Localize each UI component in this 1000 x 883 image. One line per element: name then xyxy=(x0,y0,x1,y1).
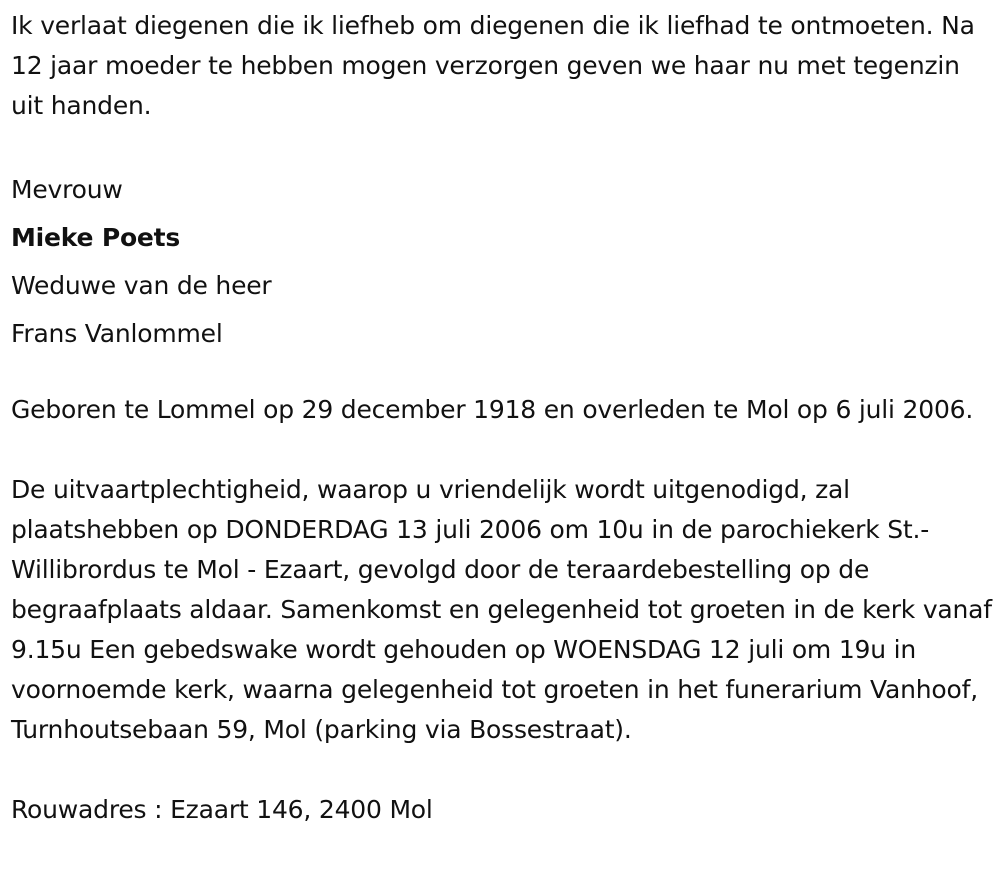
spacer xyxy=(11,126,996,166)
birth-death-paragraph: Geboren te Lommel op 29 december 1918 en overleden te Mol op 6 juli 2006. xyxy=(11,395,974,424)
spacer xyxy=(11,430,996,470)
deceased-relation: Weduwe van de heer xyxy=(11,271,272,300)
deceased-name: Mieke Poets xyxy=(11,223,181,252)
deceased-title: Mevrouw xyxy=(11,175,123,204)
deceased-spouse: Frans Vanlommel xyxy=(11,319,223,348)
ceremony-paragraph: De uitvaartplechtigheid, waarop u vriendelijk wordt uitgenodigd, zal plaatshebben op DONDERDAG 13 juli 2006 om 10u in de parochiekerk St.-Willibrordus te Mol - Ezaart, gevolgd door de teraardebestelling op de begraafplaats aldaar. Samenkomst en gelegenheid tot groeten in de kerk vanaf 9.15u Een gebedswake wordt gehouden op WOENSDAG 12 juli om 19u in voornoemde kerk, waarna gelegenheid tot groeten in het funerarium Vanhoof, Turnhoutsebaan 59, Mol (parking via Bossestraat). xyxy=(11,475,992,744)
deceased-block xyxy=(11,166,996,358)
obituary-notice xyxy=(11,6,996,830)
address-line: Rouwadres : Ezaart 146, 2400 Mol xyxy=(11,795,433,824)
spacer xyxy=(11,358,996,390)
spacer xyxy=(11,750,996,790)
quote-paragraph: Ik verlaat diegenen die ik liefheb om diegenen die ik liefhad te ontmoeten. Na 12 jaar moeder te hebben mogen verzorgen geven we haar nu met tegenzin uit handen. xyxy=(11,11,975,120)
